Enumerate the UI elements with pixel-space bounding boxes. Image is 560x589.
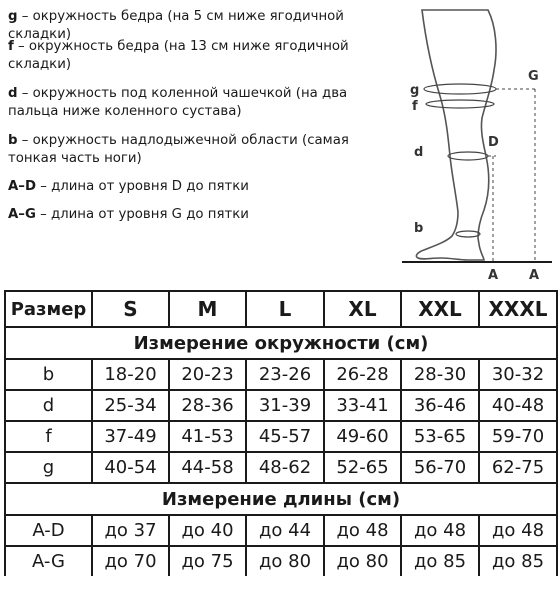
legend-d [8,85,380,121]
table-cell: до 80 [246,546,324,576]
table-row [5,546,557,576]
table-cell: 59-70 [479,421,557,452]
label-g-big: G [528,69,539,84]
table-cell: до 40 [169,515,246,546]
table-cell: 28-30 [401,359,479,390]
table-cell: до 37 [92,515,169,546]
table-cell: 23-26 [246,359,324,390]
table-cell: f [5,421,92,452]
table-cell: b [5,359,92,390]
table-cell: d [5,390,92,421]
b-ellipse [456,231,480,237]
header-cell: XXXL [479,291,557,327]
table-cell: до 48 [479,515,557,546]
header-cell: XXL [401,291,479,327]
legend-key: A–G [8,207,36,222]
legend-key: g [8,9,18,24]
table-cell: 62-75 [479,452,557,483]
table-cell: 41-53 [169,421,246,452]
legend-text: – окружность надлодыжечной области (самая тонкая часть ноги) [8,133,349,166]
legend-f [8,38,380,74]
header-cell: Размер [5,291,92,327]
legend-ad [8,178,380,196]
leg-diagram [400,6,556,284]
header-cell: XL [324,291,401,327]
table-cell: A-G [5,546,92,576]
table-row [5,515,557,546]
table-cell: 25-34 [92,390,169,421]
table-cell: до 85 [401,546,479,576]
size-table [4,290,558,576]
table-cell: до 80 [324,546,401,576]
table-row [5,421,557,452]
table-cell: 31-39 [246,390,324,421]
label-g-small: g [410,83,420,98]
header-row [5,291,557,327]
table-row [5,452,557,483]
table-cell: до 85 [479,546,557,576]
section-row [5,327,557,359]
table-cell: 20-23 [169,359,246,390]
legend-text: – длина от уровня G до пятки [35,207,249,222]
table-cell: 56-70 [401,452,479,483]
table-cell: до 70 [92,546,169,576]
legend-b [8,132,380,168]
label-d-small: d [414,145,424,160]
f-ellipse [426,100,494,108]
table-cell: 33-41 [324,390,401,421]
table-cell: 40-54 [92,452,169,483]
table-cell: 36-46 [401,390,479,421]
table-cell: 26-28 [324,359,401,390]
table-cell: до 48 [401,515,479,546]
table-cell: A-D [5,515,92,546]
legend-key: d [8,86,18,101]
table-cell: 45-57 [246,421,324,452]
legend-text: – длина от уровня D до пятки [35,179,249,194]
legend-ag [8,206,380,224]
table-cell: до 44 [246,515,324,546]
label-b: b [414,221,424,236]
table-cell: 52-65 [324,452,401,483]
label-a1: A [488,268,499,283]
d-ellipse [448,152,488,160]
header-cell: L [246,291,324,327]
table-row [5,359,557,390]
table-cell: 30-32 [479,359,557,390]
table-cell: 49-60 [324,421,401,452]
legend-text: – окружность бедра (на 5 см ниже ягодичной складки) [8,9,344,42]
table-cell: 37-49 [92,421,169,452]
legend-key: b [8,133,18,148]
legend-key: A–D [8,179,36,194]
leg-outline [416,10,496,260]
table-cell: до 75 [169,546,246,576]
header-cell: M [169,291,246,327]
circumference-title: Измерение окружности (см) [5,327,557,359]
table-cell: g [5,452,92,483]
table-cell: 44-58 [169,452,246,483]
table-cell: 40-48 [479,390,557,421]
table-cell: 28-36 [169,390,246,421]
label-f: f [412,99,418,114]
table-cell: до 48 [324,515,401,546]
label-d-big: D [488,135,499,150]
section-row [5,483,557,515]
label-a2: A [529,268,540,283]
legend-text: – окружность бедра (на 13 см ниже ягодичной складки) [8,39,349,72]
table-cell: 18-20 [92,359,169,390]
table-row [5,390,557,421]
table-cell: 48-62 [246,452,324,483]
legend-text: – окружность под коленной чашечкой (на два пальца ниже коленного сустава) [8,86,348,119]
header-cell: S [92,291,169,327]
legend-key: f [8,39,14,54]
length-title: Измерение длины (см) [5,483,557,515]
g-ellipse [424,84,496,94]
table-cell: 53-65 [401,421,479,452]
